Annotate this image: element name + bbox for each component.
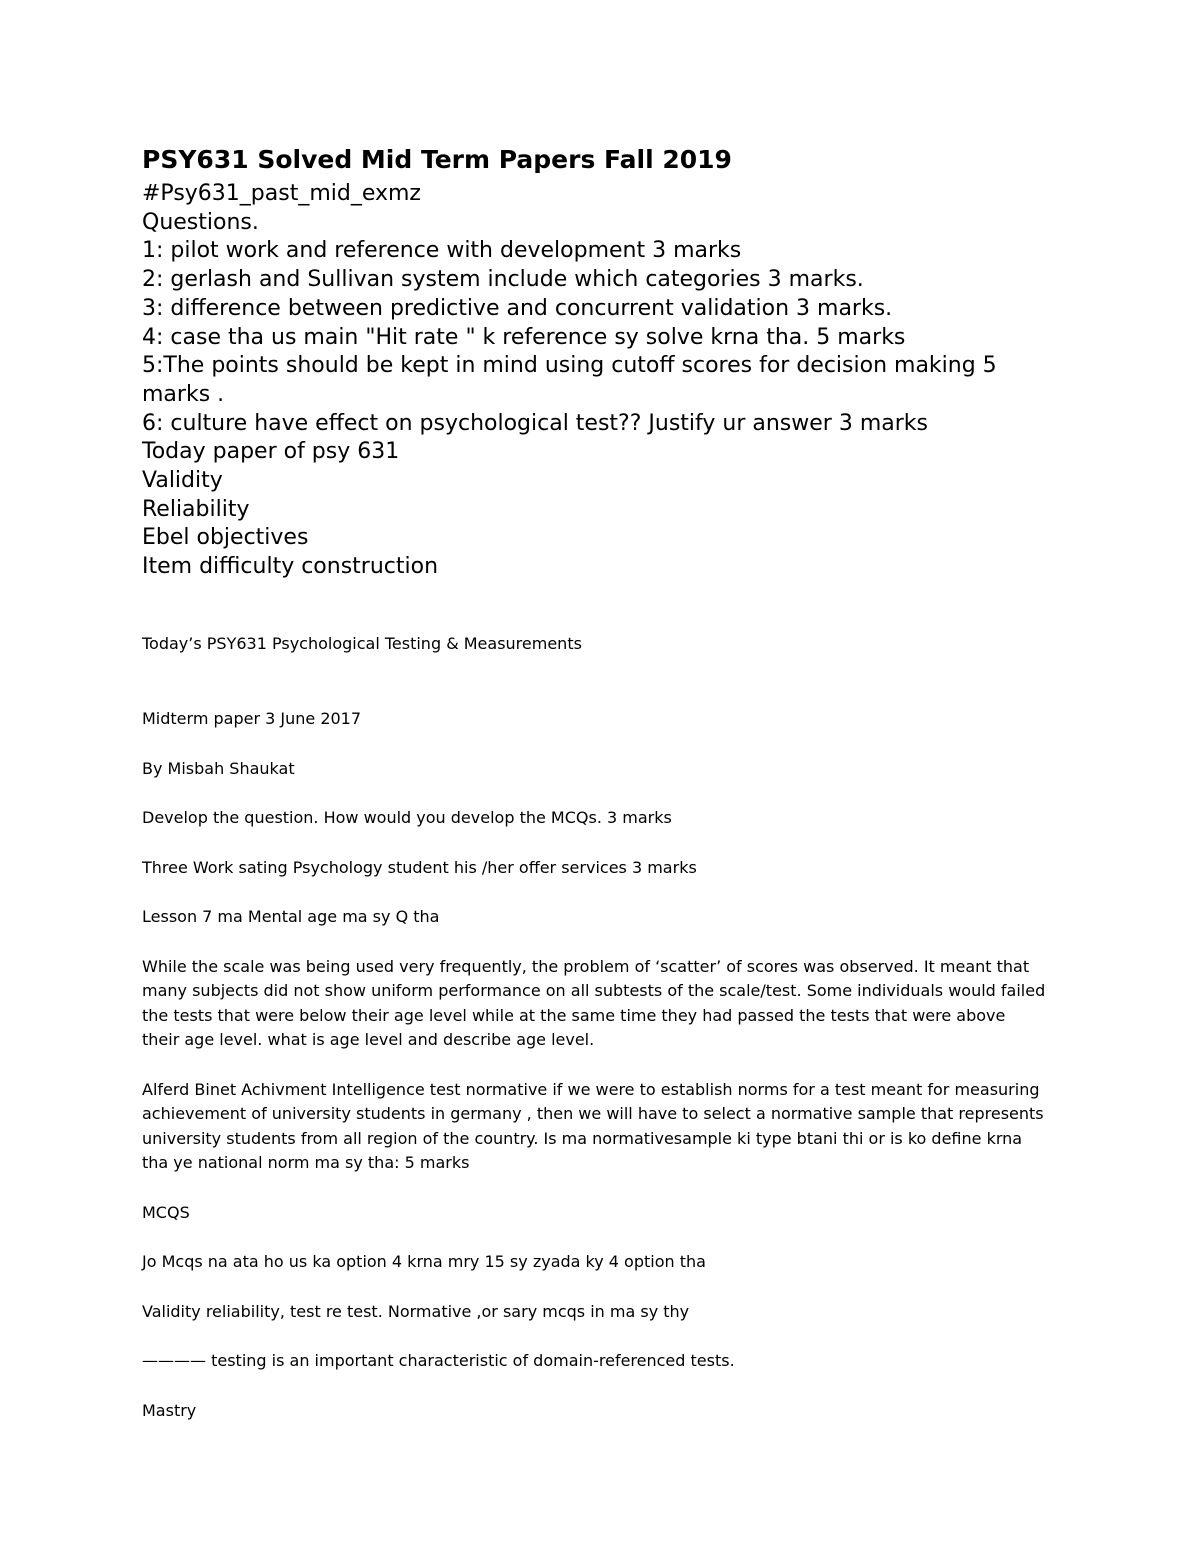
document-title: PSY631 Solved Mid Term Papers Fall 2019 (142, 145, 732, 174)
topic-reliability: Reliability (142, 496, 250, 522)
section2-question-1: Develop the question. How would you develop the MCQs. 3 marks (142, 808, 672, 828)
section2-question-3: Lesson 7 ma Mental age ma sy Q tha (142, 907, 440, 927)
document-page (142, 140, 1062, 1423)
topic-validity: Validity (142, 468, 223, 494)
questions-heading: Questions. (142, 209, 259, 235)
paragraph-age-level: While the scale was being used very frequently, the problem of ‘scatter’ of scores was observed. It meant that many subjects did not show uniform performance on all subtests of the scale/test. Some individuals would failed the tests that were below their age level while at the same time they had passed the tests that were above their age level. what is age level and describe age level. (142, 956, 1046, 1050)
section2-heading: Today’s PSY631 Psychological Testing & Measurements (142, 633, 582, 653)
mcqs-heading: MCQS (142, 1202, 190, 1222)
topic-item-difficulty: Item difficulty construction (142, 554, 439, 580)
mcq-note-2: Validity reliability, test re test. Normative ,or sary mcqs in ma sy thy (142, 1301, 690, 1321)
mcq-question: ———— testing is an important characteristic of domain-referenced tests. (142, 1351, 735, 1371)
question-3: 3: difference between predictive and concurrent validation 3 marks. (142, 295, 893, 321)
question-2: 2: gerlash and Sullivan system include which categories 3 marks. (142, 267, 864, 293)
section2-question-2: Three Work sating Psychology student his /her offer services 3 marks (142, 857, 697, 877)
hashtag: #Psy631_past_mid_exmz (142, 181, 421, 206)
question-5: 5:The points should be kept in mind using cutoff scores for decision making 5 marks . (142, 353, 997, 407)
topic-ebel-objectives: Ebel objectives (142, 525, 309, 551)
mcq-answer: Mastry (142, 1400, 197, 1420)
today-paper-heading: Today paper of psy 631 (142, 439, 400, 465)
question-6: 6: culture have effect on psychological test?? Justify ur answer 3 marks (142, 410, 928, 436)
question-4: 4: case tha us main "Hit rate " k reference sy solve krna tha. 5 marks (142, 324, 906, 350)
question-1: 1: pilot work and reference with development 3 marks (142, 238, 742, 264)
midterm-date: Midterm paper 3 June 2017 (142, 709, 362, 729)
paragraph-norms: Alferd Binet Achivment Intelligence test normative if we were to establish norms for a test meant for measuring achievement of university students in germany , then we will have to select a normative sample that represents university students from all region of the country. Is ma normativesample ki type btani thi or is ko define krna tha ye national norm ma sy tha: 5 marks (142, 1079, 1044, 1173)
author: By Misbah Shaukat (142, 758, 295, 778)
mcq-note-1: Jo Mcqs na ata ho us ka option 4 krna mry 15 sy zyada ky 4 option tha (142, 1252, 706, 1272)
